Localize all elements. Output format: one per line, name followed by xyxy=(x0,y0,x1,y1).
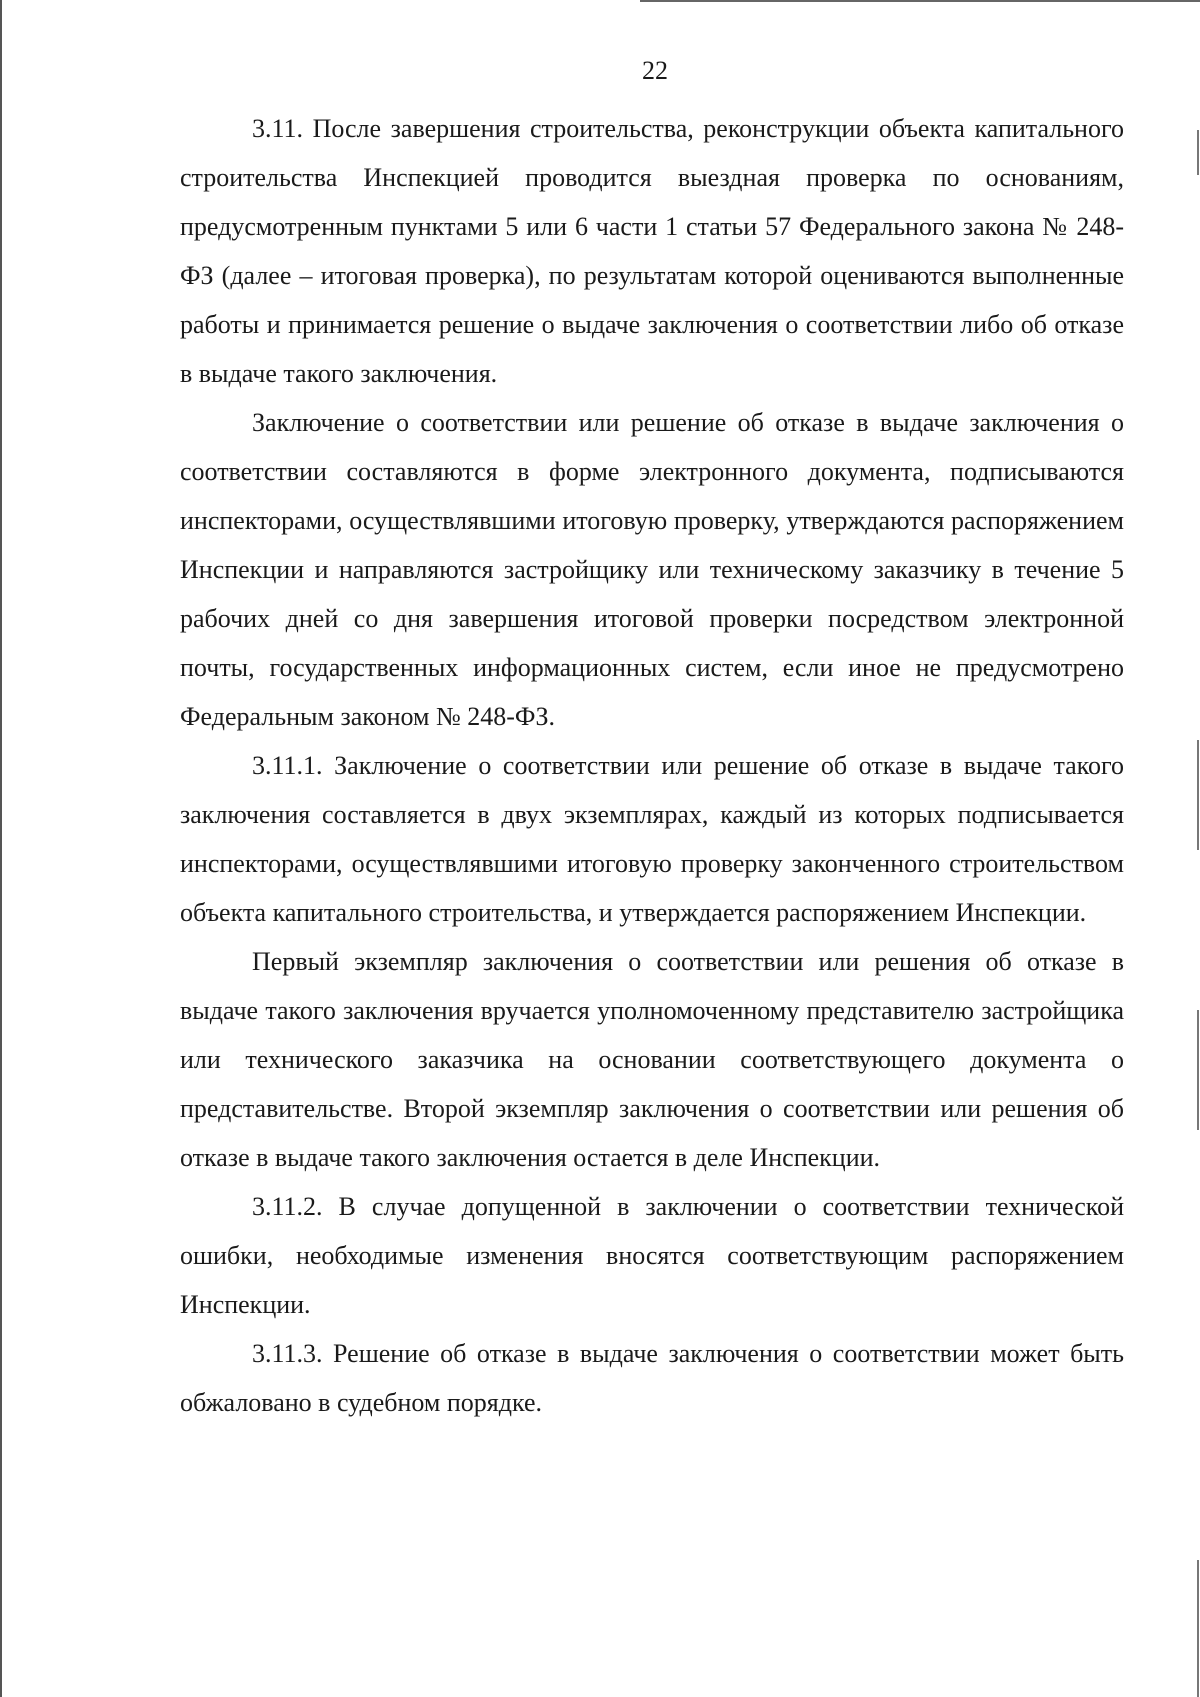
scan-edge-right xyxy=(1197,130,1199,175)
page-number: 22 xyxy=(642,56,668,85)
scan-edge-top xyxy=(640,0,1200,2)
paragraph-3-11-1: 3.11.1. Заключение о соответствии или решение об отказе в выдаче такого заключения составляется в двух экземплярах, каждый из которых подписывается инспекторами, осуществлявшими итоговую проверку законченного строительством объекта капитального строительства, и утверждается распоряжением Инспекции. xyxy=(180,751,1124,927)
scan-edge-right xyxy=(1197,1560,1199,1697)
paragraph-3-11: 3.11. После завершения строительства, реконструкции объекта капитального строительства Инспекцией проводится выездная проверка по основаниям, предусмотренным пунктами 5 или 6 части 1 статьи 57 Федерального закона № 248-ФЗ (далее – итоговая проверка), по результатам которой оцениваются выполненные работы и принимается решение о выдаче заключения о соответствии либо об отказе в выдаче такого заключения. xyxy=(180,114,1124,388)
paragraph-3-11-3: 3.11.3. Решение об отказе в выдаче заключения о соответствии может быть обжаловано в судебном порядке. xyxy=(180,1339,1124,1417)
document-body xyxy=(180,104,1124,1427)
paragraph-copies: Первый экземпляр заключения о соответствии или решения об отказе в выдаче такого заключения вручается уполномоченному представителю застройщика или технического заказчика на основании соответствующего документа о представительстве. Второй экземпляр заключения о соответствии или решения об отказе в выдаче такого заключения остается в деле Инспекции. xyxy=(180,947,1124,1172)
scan-edge-right xyxy=(1197,740,1199,850)
scan-edge-left xyxy=(0,0,2,1697)
paragraph-3-11-2: 3.11.2. В случае допущенной в заключении о соответствии технической ошибки, необходимые изменения вносятся соответствующим распоряжением Инспекции. xyxy=(180,1192,1124,1319)
paragraph-conclusion-form: Заключение о соответствии или решение об отказе в выдаче заключения о соответствии составляются в форме электронного документа, подписываются инспекторами, осуществлявшими итоговую проверку, утверждаются распоряжением Инспекции и направляются застройщику или техническому заказчику в течение 5 рабочих дней со дня завершения итоговой проверки посредством электронной почты, государственных информационных систем, если иное не предусмотрено Федеральным законом № 248-ФЗ. xyxy=(180,408,1124,731)
scan-edge-right xyxy=(1197,1010,1199,1130)
